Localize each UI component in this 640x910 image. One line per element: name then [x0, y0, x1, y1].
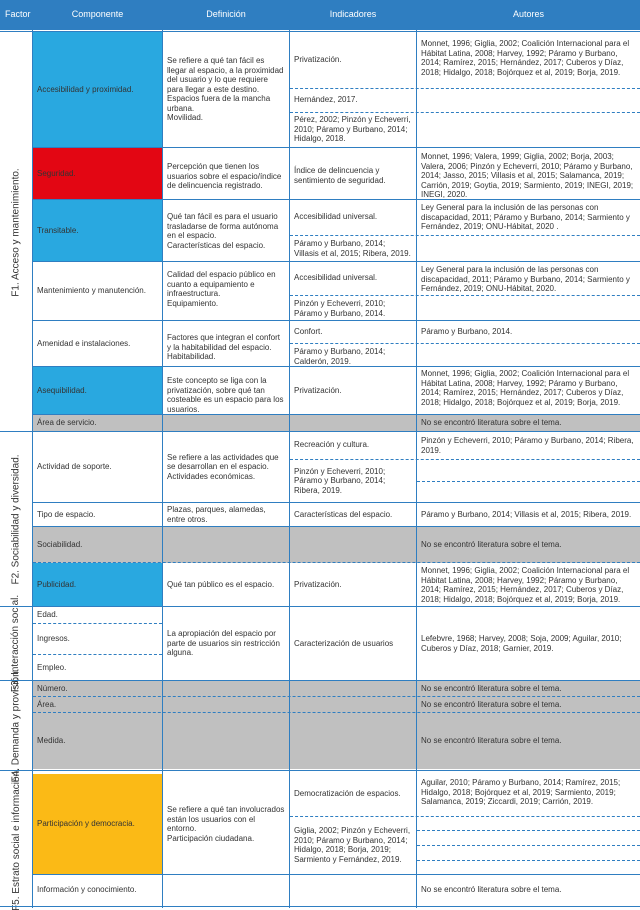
def-asequibilidad: Este concepto se liga con la privatización, sobre qué tan costeable es un espacio para los usuarios. [167, 376, 284, 414]
ind-f3: Caracterización de usuarios [294, 638, 394, 648]
aut-transitable: Ley General para la inclusión de las personas con discapacidad, 2011; Páramo y Burbano, 2014; Sarmiento y Fernández, 2019; ONU-Hábitat, 2020 . [421, 203, 630, 231]
aut-sociabilidad: No se encontró literatura sobre el tema. [421, 540, 562, 550]
comp-publicidad: Publicidad. [37, 579, 77, 589]
ind-seguridad-1: Índice de delincuencia y sentimiento de seguridad. [294, 166, 386, 185]
header-definicion: Definición [163, 0, 289, 30]
def-transitable: Qué tan fácil es para el usuario trasladarse de forma autónoma en el espacio. Características del espacio. [167, 212, 279, 250]
dash-line [417, 830, 640, 831]
aut-amenidad: Páramo y Burbano, 2014. [421, 326, 513, 336]
dash-line [290, 88, 640, 89]
aut-numero: No se encontró literatura sobre el tema. [421, 683, 562, 693]
def-mantenimiento: Calidad del espacio público en cuanto a equipamiento e infraestructura. Equipamiento. [167, 270, 276, 308]
aut-area: No se encontró literatura sobre el tema. [421, 699, 562, 709]
header-indicadores: Indicadores [290, 0, 416, 30]
ind-accesibilidad-2: Hernández, 2017. [294, 95, 358, 105]
ind-amenidad-2: Páramo y Burbano, 2014; Calderón, 2019. [294, 347, 386, 366]
aut-asequibilidad: Monnet, 1996; Giglia, 2002; Coalición Internacional para el Hábitat Latina, 2008; Harvey, 1992; Páramo y Burbano, 2014; Ramírez, 2015; Hernández, 2017; Cuberos y Díaz, 2018; Hidalgo, 2018; Bojórquez et al, 2019; Borja, 2019. [421, 369, 630, 407]
comp-ingresos: Ingresos. [37, 634, 70, 644]
comp-sociabilidad: Sociabilidad. [37, 540, 83, 550]
dash-line [417, 481, 640, 482]
row-line [33, 261, 640, 262]
aut-area-servicio: No se encontró literatura sobre el tema. [421, 418, 562, 428]
def-f3: La apropiación del espacio por parte de usuarios sin restricción alguna. [167, 629, 280, 658]
comp-amenidad: Amenidad e instalaciones. [37, 338, 131, 348]
header-factor: Factor [0, 0, 32, 30]
ind-accesibilidad-1: Privatización. [294, 55, 342, 65]
dash-line [417, 860, 640, 861]
col-line [32, 0, 33, 908]
ind-participacion-2: Giglia, 2002; Pinzón y Echeverri, 2010; Páramo y Burbano, 2014; Hidalgo, 2018; Borja, 2019; Sarmiento y Fernández, 2019. [294, 826, 411, 864]
comp-seguridad: Seguridad. [37, 168, 76, 178]
def-seguridad: Percepción que tienen los usuarios sobre el espacio/índice de delincuencia registrado. [167, 162, 282, 190]
factor-f4: F4. Demanda y provisión. [10, 668, 22, 782]
row-line [0, 606, 640, 607]
row-line [33, 320, 640, 321]
comp-participacion: Participación y democracia. [37, 819, 135, 829]
dash-line [33, 712, 640, 713]
aut-accesibilidad: Monnet, 1996; Giglia, 2002; Coalición Internacional para el Hábitat Latina, 2008; Harvey, 1992; Páramo y Burbano, 2014; Ramírez, 2015; Hernández, 2017; Cuberos y Díaz, 2018; Hidalgo, 2018; Bojórquez et al, 2019; Borja, 2019. [421, 39, 630, 77]
dash-line [33, 654, 162, 655]
factor-f5: F5. Estrato social e información. [10, 767, 22, 910]
ind-accesibilidad-3: Pérez, 2002; Pinzón y Echeverri, 2010; Páramo y Burbano, 2014; Hidalgo, 2018. [294, 115, 411, 143]
row-line [33, 147, 640, 148]
factor-f1: F1. Acceso y mantenimiento. [10, 167, 22, 297]
row-line [0, 31, 640, 32]
comp-mantenimiento: Mantenimiento y manutención. [37, 286, 146, 296]
col-line [289, 0, 290, 908]
dash-line [33, 623, 162, 624]
ind-participacion-1: Democratización de espacios. [294, 789, 401, 799]
comp-informacion: Información y conocimiento. [37, 885, 137, 895]
ind-asequibilidad-1: Privatización. [294, 385, 342, 395]
factor-f3: F3. Interacción social. [10, 594, 22, 692]
dash-line [290, 816, 640, 817]
aut-participacion: Aguilar, 2010; Páramo y Burbano, 2014; Ramírez, 2015; Hidalgo, 2018; Bojórquez et al, 2019; Sarmiento, 2019; Salamanca, 2019; Ziccardi, 2019; Carrión, 2019. [421, 778, 621, 806]
ind-mantenimiento-2: Pinzón y Echeverri, 2010; Páramo y Burbano, 2014. [294, 299, 386, 318]
row-line [0, 680, 640, 681]
row-line [33, 502, 640, 503]
comp-asequibilidad: Asequibilidad. [37, 385, 87, 395]
comp-edad: Edad. [37, 610, 58, 620]
ind-transitable-1: Accesibilidad universal. [294, 212, 378, 222]
aut-tipo: Páramo y Burbano, 2014; Villasis et al, 2015; Ribera, 2019. [421, 509, 632, 519]
dash-line [33, 562, 640, 563]
dash-line [290, 112, 640, 113]
aut-mantenimiento: Ley General para la inclusión de las personas con discapacidad, 2011; Páramo y Burbano, 2014; Sarmiento y Fernández, 2019; ONU-Hábitat, 2020. [421, 265, 630, 293]
def-actividad: Se refiere a las actividades que se desarrollan en el espacio. Actividades económicas. [167, 452, 279, 481]
aut-medida: No se encontró literatura sobre el tema. [421, 736, 562, 746]
dash-line [290, 343, 640, 344]
ind-actividad-1: Recreación y cultura. [294, 440, 370, 450]
def-participacion: Se refiere a qué tan involucrados están los usuarios con el entorno. Participación ciudadana. [167, 805, 285, 843]
dash-line [290, 235, 640, 236]
col-line [416, 0, 417, 908]
row-line [0, 431, 640, 432]
header-autores: Autores [417, 0, 640, 30]
ind-tipo-1: Características del espacio. [294, 509, 393, 519]
row-line [33, 199, 640, 200]
comp-area-servicio: Área de servicio. [37, 418, 97, 428]
def-tipo: Plazas, parques, alamedas, entre otros. [167, 505, 266, 524]
header-componente: Componente [33, 0, 162, 30]
aut-actividad: Pinzón y Echeverri, 2010; Páramo y Burbano, 2014; Ribera, 2019. [421, 436, 634, 455]
ind-publicidad-1: Privatización. [294, 579, 342, 589]
aut-informacion: No se encontró literatura sobre el tema. [421, 885, 562, 895]
factor-f2: F2. Sociabilidad y diversidad. [10, 453, 22, 585]
comp-numero: Número. [37, 683, 68, 693]
aut-seguridad: Monnet, 1996; Valera, 1999; Giglia, 2002; Borja, 2003; Valera, 2006; Pinzón y Echeverri, 2010; Páramo y Burbano, 2014; Jasso, 2015; Villasis et al, 2015; Salamanca, 2019; Carrión, 2019; Goytia, 2019; Sarmiento, 2019; INEGI, 2019; INEGI, 2020. [421, 152, 634, 199]
def-accesibilidad: Se refiere a qué tan fácil es llegar al espacio, a la proximidad del usuario y lo que requiere para llegar a este destino. Espacios fuera de la mancha urbana. Movilidad. [167, 56, 284, 123]
ind-transitable-2: Páramo y Burbano, 2014; Villasis et al, 2015; Ribera, 2019. [294, 239, 411, 258]
aut-publicidad: Monnet, 1996; Giglia, 2002; Coalición Internacional para el Hábitat Latina, 2008; Harvey, 1992; Páramo y Burbano, 2014; Ramírez, 2015; Hernández, 2017; Cuberos y Díaz, 2018; Hidalgo, 2018; Bojórquez et al, 2019; Borja, 2019. [421, 566, 630, 604]
col-line [162, 0, 163, 908]
row-line [33, 414, 640, 415]
row-line [33, 366, 640, 367]
dash-line [290, 459, 640, 460]
aut-f3: Lefebvre, 1968; Harvey, 2008; Soja, 2009; Aguilar, 2010; Cuberos y Díaz, 2018; Garnier, 2019. [421, 634, 622, 653]
dash-line [33, 696, 640, 697]
row-line [33, 874, 640, 875]
comp-actividad: Actividad de soporte. [37, 462, 112, 472]
row-line [33, 526, 640, 527]
comp-accesibilidad: Accesibilidad y proximidad. [37, 84, 134, 94]
comp-medida: Medida. [37, 736, 66, 746]
row-line [0, 770, 640, 771]
ind-mantenimiento-1: Accesibilidad universal. [294, 273, 378, 283]
def-amenidad: Factores que integran el confort y la habitabilidad del espacio. Habitabilidad. [167, 333, 280, 361]
comp-transitable: Transitable. [37, 225, 79, 235]
row-line [0, 906, 640, 907]
comp-tipo: Tipo de espacio. [37, 509, 96, 519]
comp-empleo: Empleo. [37, 662, 67, 672]
dash-line [417, 845, 640, 846]
ind-amenidad-1: Confort. [294, 326, 323, 336]
def-publicidad: Qué tan público es el espacio. [167, 579, 275, 589]
ind-actividad-2: Pinzón y Echeverri, 2010; Páramo y Burbano, 2014; Ribera, 2019. [294, 466, 386, 495]
dash-line [290, 295, 640, 296]
comp-area: Área. [37, 699, 57, 709]
